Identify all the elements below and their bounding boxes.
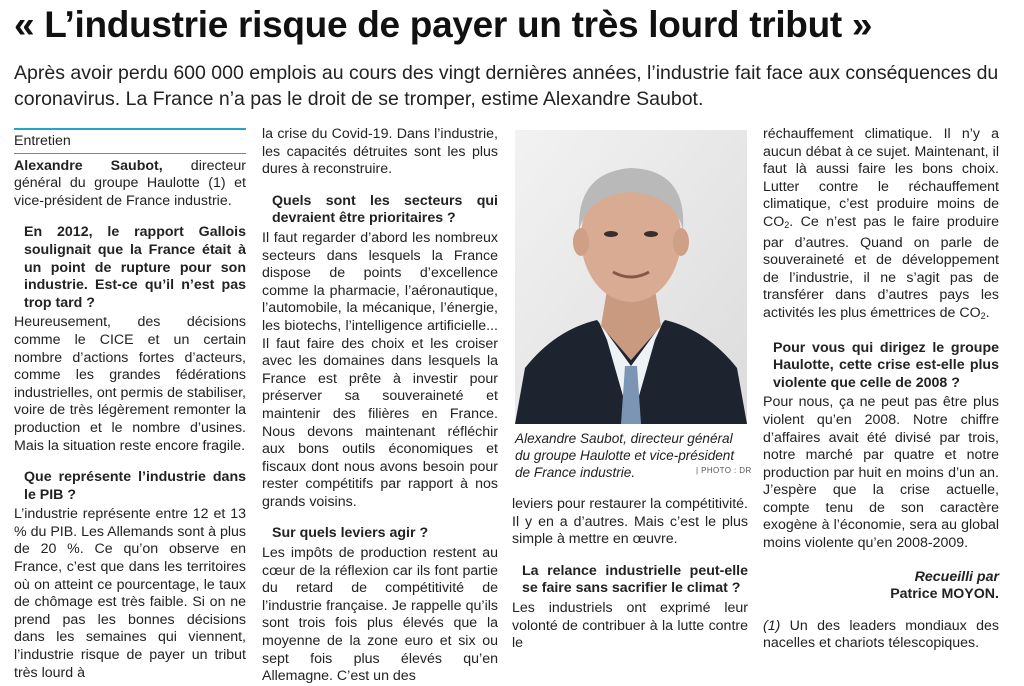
column-1 (14, 128, 246, 682)
answer-5-part-2: . Ce n’est pas le faire produire par d’autres. Quand on parle de souveraineté et de développement de l’industrie, il ne s’agit pas de transférer dans d’autres pays les activités les plus émettrices de CO (763, 213, 999, 321)
footnote-text: Un des leaders mondiaux des nacelles et chariots télescopiques. (763, 617, 999, 652)
question-2: Que représente l’industrie dans le PIB ? (24, 469, 246, 503)
portrait-photo (515, 130, 747, 424)
question-6: Pour vous qui dirigez le groupe Haulotte, cette crise est-elle plus violente que celle de 2008 ? (773, 339, 999, 391)
section-label: Entretien (14, 128, 246, 154)
photo-caption: Alexandre Saubot, directeur général du groupe Haulotte et vice-président de France industrie. (515, 431, 735, 480)
answer-2-continued: la crise du Covid-19. Dans l’industrie, les capacités détruites sont les plus dures à reconstruire. (262, 126, 498, 178)
intro-paragraph (14, 158, 246, 211)
answer-3: Il faut regarder d’abord les nombreux secteurs dans lesquels la France dispose de points d’excellence comme la pharmacie, l’aéronautique, l’automobile, la mécanique, l’énergie, les biotechs, l’intelligence artificielle... Il faut faire des choix et les croiser avec les domaines dans lesquels la France est prête à investir pour préserver sa souveraineté et maintenir des filières en France. Nous devons maintenant réfléchir aux bons outils économiques et fiscaux dont nous avons besoin pour rester compétitifs par rapport à nos grands voisins. (262, 229, 498, 510)
answer-5: Les industriels ont exprimé leur volonté de contribuer à la lutte contre le (512, 599, 748, 652)
answer-4: Les impôts de production restent au cœur de la réflexion car ils font partie du retard de compétitivité de l’industrie française. Je rappelle qu’ils sont trois fois plus élevés que la moyenne de la zone euro et six ou sept fois plus élevés qu’en Allemagne. C’est un des (262, 545, 498, 685)
answer-5-part-3: . (985, 304, 990, 321)
footnote-number: (1) (763, 617, 781, 634)
column-3 (512, 496, 748, 653)
question-1: En 2012, le rapport Gallois soulignait que la France était à un point de rupture pour son industrie. Est-ce qu’il n’est pas trop tard ? (24, 224, 246, 311)
footnote (763, 618, 999, 653)
answer-6: Pour nous, ça ne peut pas être plus violent qu’en 2008. Notre chiffre d’affaires avait été divisé par trois, notre marché par quatre et notre production par huit en moins d’un an. J’espère que la crise actuelle, compte tenu de son caractère exogène à l’économie, sera au global moins violente qu’en 2008-2009. (763, 394, 999, 552)
signature (763, 569, 999, 604)
column-2 (262, 126, 498, 686)
question-3: Quels sont les secteurs qui devraient être prioritaires ? (272, 192, 498, 227)
answer-5-continued (763, 126, 999, 326)
question-4: Sur quels leviers agir ? (272, 525, 429, 542)
article-title: « L’industrie risque de payer un très lourd tribut » (14, 4, 873, 45)
answer-4-continued: leviers pour restaurer la compétitivité. Il y en a d’autres. Mais c’est le plus simple à mettre en œuvre. (512, 496, 748, 548)
intro-text: directeur général du groupe Haulotte (1) et vice-président de France industrie. (14, 157, 246, 209)
answer-5-part-1: réchauffement climatique. Il n’y a aucun débat à ce sujet. Maintenant, il faut là aussi faire les bons choix. Lutter contre le réchauffement climatique, c’est produire moins de CO (763, 126, 999, 230)
co2-subscript-1: 2 (784, 219, 790, 230)
signature-line-1: Recueilli par (914, 568, 999, 585)
column-4 (763, 126, 999, 653)
portrait-illustration (515, 130, 747, 424)
interviewee-name: Alexandre Saubot, (14, 157, 163, 174)
signature-line-2: Patrice MOYON. (890, 586, 999, 603)
photo-credit: | PHOTO : DR (696, 466, 752, 475)
question-5: La relance industrielle peut-elle se faire sans sacrifier le climat ? (522, 562, 748, 597)
answer-1: Heureusement, des décisions comme le CICE et un certain nombre d’actions fortes d’acteurs, comme les grandes fédérations industrielles, ont permis de stabiliser, voire de très légèrement remonter la production et le nombre d’usines. Mais la situation reste encore fragile. (14, 314, 246, 454)
co2-subscript-2: 2 (980, 310, 986, 321)
answer-2: L’industrie représente entre 12 et 13 % du PIB. Les Allemands sont à plus de 20 %. Ce qu’on observe en France, c’est que dans les territoires où on atteint ce pourcentage, le taux de chômage est très faible. Si on ne prend pas les bonnes décisions dans les semaines qui viennent, l’industrie risque de payer un tribut très lourd à (14, 506, 246, 681)
article-lead: Après avoir perdu 600 000 emplois au cours des vingt dernières années, l’industrie fait face aux conséquences du coronavirus. La France n’a pas le droit de se tromper, estime Alexandre Saubot. (14, 62, 999, 110)
